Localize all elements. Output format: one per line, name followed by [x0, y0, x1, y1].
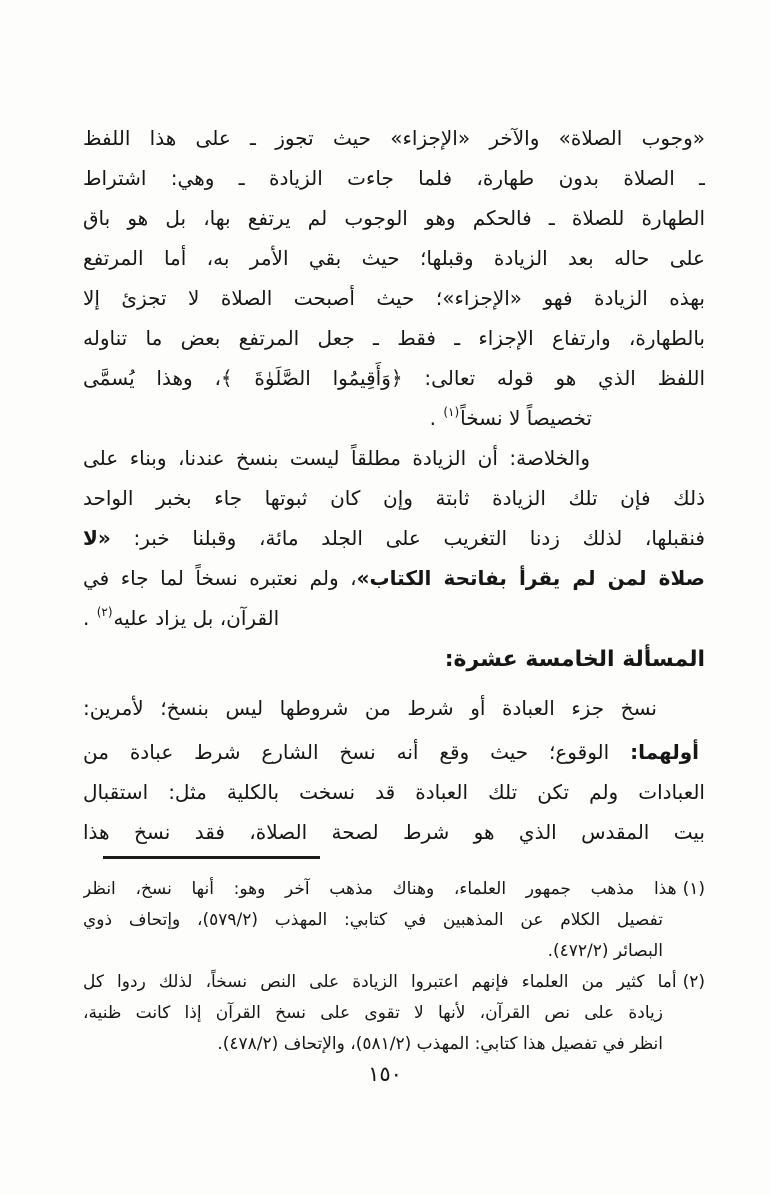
- footnotes-section: [83, 874, 705, 1060]
- text-line: [83, 812, 705, 852]
- text-segment: ، وهذا يُسمَّى: [83, 366, 221, 390]
- bold-text: أولهما:: [630, 740, 699, 764]
- text-segment: بيت المقدس الذي هو شرط لصحة الصلاة، فقد نسخ هذا: [83, 820, 705, 844]
- footnote: [83, 967, 705, 1060]
- text-line: [83, 688, 705, 728]
- text-segment: الوقوع؛ حيث وقع أنه نسخ الشارع شرط عبادة من: [83, 740, 631, 764]
- bold-text: صلاة لمن لم يقرأ بفاتحة الكتاب»: [356, 566, 705, 590]
- footnote-ref: (٢): [96, 605, 113, 619]
- text-segment: الطهارة للصلاة ـ فالحكم وهو الوجوب لم يرتفع بها، بل هو باق: [83, 206, 705, 230]
- text-segment: نسخ جزء العبادة أو شرط من شروطها ليس بنسخ؛ لأمرين:: [83, 696, 657, 720]
- text-segment: على حاله بعد الزيادة وقبلها؛ حيث بقي الأمر به، أما المرتفع: [83, 246, 705, 270]
- text-segment: اللفظ الذي هو قوله تعالى:: [402, 366, 705, 390]
- text-segment: .: [83, 606, 96, 630]
- text-segment: .: [429, 406, 443, 430]
- text-line: [83, 598, 705, 638]
- text-segment: زيادة على نص القرآن، لأنها لا تقوى على نسخ القرآن إذا كانت ظنية،: [83, 1003, 663, 1023]
- text-segment: بهذه الزيادة فهو «الإجزاء»؛ حيث أصبحت الصلاة لا تجزئ إلا: [83, 286, 705, 310]
- text-segment: والخلاصة: أن الزيادة مطلقاً ليست بنسخ عندنا، وبناء على: [83, 446, 590, 470]
- text-segment: هذا مذهب جمهور العلماء، وهناك مذهب آخر وهو: أنها نسخ، انظر: [83, 879, 677, 899]
- text-line: [83, 398, 705, 438]
- text-segment: انظر في تفصيل هذا كتابي: المهذب (٥٨١/٢)، والإتحاف (٤٧٨/٢).: [217, 1034, 663, 1054]
- footnote-separator: [103, 856, 320, 859]
- text-line: [83, 318, 705, 358]
- footnote-line: [83, 905, 705, 936]
- footnote-line: [83, 1029, 705, 1060]
- footnote-line: [83, 998, 705, 1029]
- text-segment: العبادات ولم تكن تلك العبادة قد نسخت بالكلية مثل: استقبال: [83, 780, 705, 804]
- footnote-ref: (١): [443, 405, 460, 419]
- text-line: [83, 772, 705, 812]
- text-line: [83, 732, 705, 772]
- section-heading: المسألة الخامسة عشرة:: [444, 647, 705, 672]
- footnote-marker: (٢): [682, 972, 705, 992]
- text-line: [83, 558, 705, 598]
- text-segment: ـ الصلاة بدون طهارة، فلما جاءت الزيادة ـ وهي: اشتراط: [83, 166, 705, 190]
- text-segment: تفصيل الكلام عن المذهبين في كتابي: المهذب (٥٧٩/٢)، وإتحاف ذوي: [83, 910, 663, 930]
- footnote: [83, 874, 705, 967]
- text-segment: ذلك فإن تلك الزيادة ثابتة وإن كان ثبوتها جاء بخبر الواحد: [83, 486, 705, 510]
- footnote-line: [83, 936, 705, 967]
- text-line: [83, 238, 705, 278]
- text-line: [83, 158, 705, 198]
- text-segment: ، ولم نعتبره نسخاً لما جاء في: [83, 566, 357, 590]
- footnote-line: [83, 874, 705, 905]
- footnote-line: [83, 967, 705, 998]
- paragraph: [83, 732, 705, 852]
- footnote-marker: (١): [682, 879, 705, 899]
- text-segment: أما كثير من العلماء فإنهم اعتبروا الزيادة على النص نسخاً، لذلك ردوا كل: [83, 972, 677, 992]
- paragraph: [83, 438, 705, 638]
- text-segment: بالطهارة، وارتفاع الإجزاء ـ فقط ـ جعل المرتفع بعض ما تناوله: [83, 326, 705, 350]
- text-line: [83, 478, 705, 518]
- text-line: [83, 278, 705, 318]
- text-line: [83, 518, 705, 558]
- text-line: [83, 198, 705, 238]
- paragraph: [83, 688, 705, 728]
- text-segment: «وجوب الصلاة» والآخر «الإجزاء» حيث تجوز ـ على هذا اللفظ: [83, 126, 705, 150]
- text-segment: فنقبلها، لذلك زدنا التغريب على الجلد مائة، وقبلنا خبر:: [110, 526, 705, 550]
- text-line: [83, 438, 705, 478]
- quran-verse: ﴿وَأَقِيمُوا الصَّلَوٰةَ ﴾: [220, 366, 403, 390]
- paragraph: [83, 118, 705, 438]
- page-number: ١٥٠: [368, 1062, 402, 1086]
- text-segment: تخصيصاً لا نسخاً: [460, 406, 592, 430]
- bold-text: «لا: [83, 526, 111, 550]
- text-line: [83, 358, 705, 398]
- text-line: [83, 118, 705, 158]
- text-segment: البصائر (٤٧٢/٢).: [547, 941, 663, 961]
- text-segment: القرآن، بل يزاد عليه: [113, 606, 280, 630]
- main-text-column: [83, 118, 705, 852]
